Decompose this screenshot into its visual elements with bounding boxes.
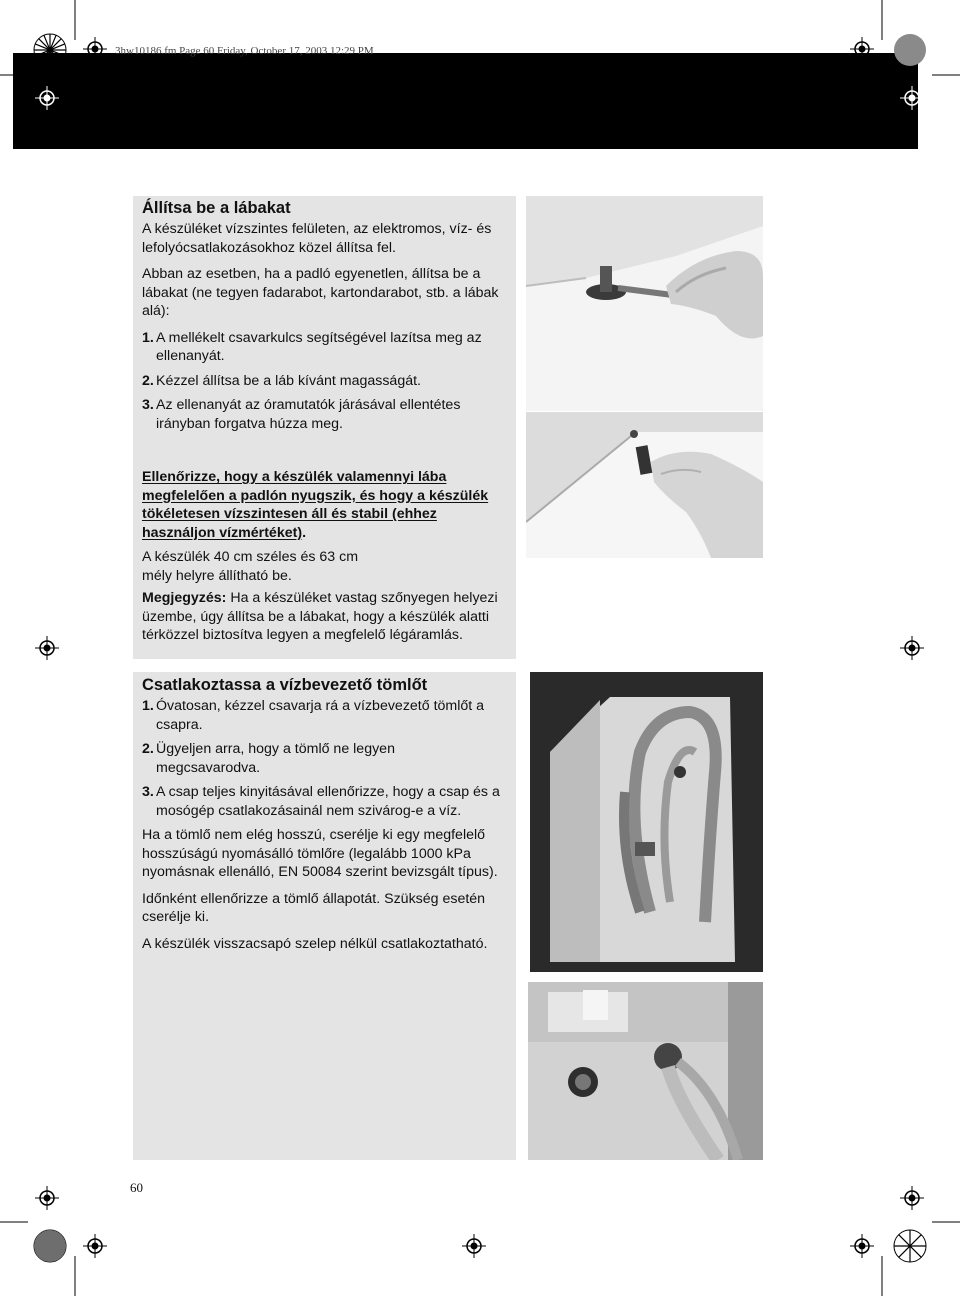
feet-intro: A készüléket vízszintes felületen, az elektromos, víz- és lefolyócsatlakozásokhoz közel állítsa fel. <box>142 221 492 256</box>
note-label: Megjegyzés: <box>142 590 227 606</box>
level-check-period: . <box>302 524 307 541</box>
step-number: 3. <box>142 397 154 413</box>
hose-inspect: Időnként ellenőrizze a tömlő állapotát. Szükség esetén cserélje ki. <box>142 890 486 925</box>
step-number: 1. <box>142 329 154 346</box>
page-number: 60 <box>130 1180 143 1195</box>
step-text: Ügyeljen arra, hogy a tömlő ne legyen megcsavarodva. <box>156 741 395 776</box>
step-number: 2. <box>142 372 154 389</box>
no-valve-note: A készülék visszacsapó szelep nélkül csatlakoztatható. <box>142 935 488 952</box>
hose-too-short: Ha a tömlő nem elég hosszú, cserélje ki egy megfelelő hosszúságú nyomásálló tömlőre (legalább 1000 kPa nyomásnak ellenálló, EN 50084 szerint bevizsgált típus). <box>142 827 498 880</box>
file-slug: 3hw10186.fm Page 60 Friday, October 17, 2003 12:29 PM <box>115 45 374 57</box>
feet-heading: Állítsa be a lábakat <box>142 199 291 217</box>
step-text: Az ellenanyát az óramutatók járásával ellentétes irányban forgatva húzza meg. <box>156 397 461 432</box>
note-text: Ha a készüléket vastag szőnyegen helyezi üzembe, úgy állítsa be a lábakat, hogy a készülék alatti térközzel biztosítva legyen a megfelelő légáramlás. <box>142 590 498 643</box>
level-check-underlined: Ellenőrizze, hogy a készülék valamennyi lába megfelelően a padlón nyugszik, és hogy a készülék tökéletesen vízszintesen áll és stabil (ehhez használjon vízmértéket) <box>142 469 489 541</box>
step-text: Kézzel állítsa be a láb kívánt magasságát. <box>156 372 421 389</box>
step-text: A csap teljes kinyitásával ellenőrizze, hogy a csap és a mosógép csatlakozásainál nem szivárog-e a víz. <box>156 784 500 819</box>
step-text: Óvatosan, kézzel csavarja rá a vízbevezető tömlőt a csapra. <box>156 698 485 733</box>
step-number: 3. <box>142 784 154 800</box>
size-info: A készülék 40 cm széles és 63 cm mély helyre állítható be. <box>142 549 359 584</box>
hose-heading: Csatlakoztassa a vízbevezető tömlőt <box>142 676 428 694</box>
feet-uneven: Abban az esetben, ha a padló egyenetlen, állítsa be a lábakat (ne tegyen fadarabot, kartondarabot, stb. a lábak alá): <box>142 266 499 319</box>
step-number: 1. <box>142 698 154 714</box>
step-number: 2. <box>142 741 154 757</box>
step-text: A mellékelt csavarkulcs segítségével lazítsa meg az ellenanyát. <box>156 329 482 364</box>
